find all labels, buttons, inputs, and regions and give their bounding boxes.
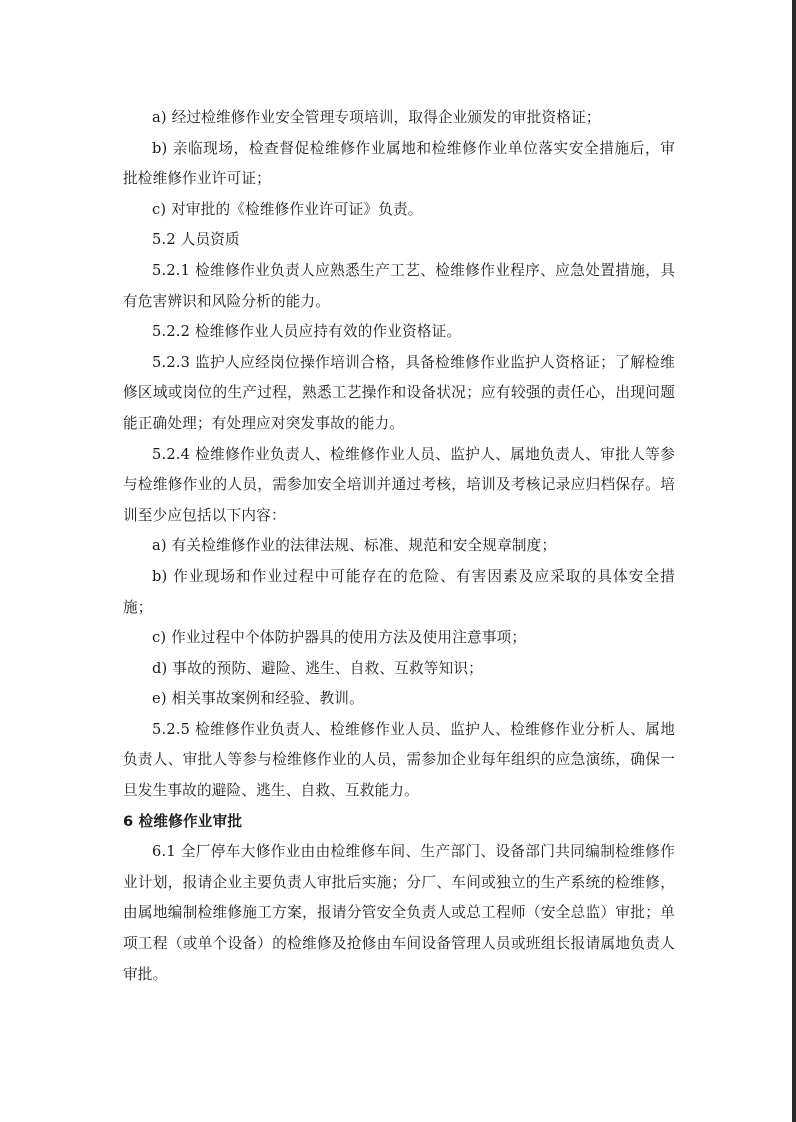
- training-item-d: d) 事故的预防、避险、逃生、自救、互救等知识；: [152, 659, 483, 677]
- training-item-c: c) 作业过程中个体防护器具的使用方法及使用注意事项；: [152, 629, 527, 647]
- training-item-e: e) 相关事故案例和经验、教训。: [152, 690, 364, 708]
- clause-5-2-1: 5.2.1 检维修作业负责人应熟悉生产工艺、检维修作业程序、应急处置措施，具有危害辨识和风险分析的能力。: [123, 261, 675, 310]
- clause-5-2-5: 5.2.5 检维修作业负责人、检维修作业人员、监护人、检维修作业分析人、属地负责人、审批人等参与检维修作业的人员，需参加企业每年组织的应急演练，确保一旦发生事故的避险、逃生、自救、互救能力。: [123, 720, 675, 800]
- clause-5-2-3: 5.2.3 监护人应经岗位操作培训合格，具备检维修作业监护人资格证；了解检维修区域或岗位的生产过程，熟悉工艺操作和设备状况；应有较强的责任心，出现问题能正确处理；有处理应对突发事故的能力。: [123, 353, 675, 432]
- section-6-heading: 6 检维修作业审批: [123, 812, 243, 830]
- item-a-training: a) 经过检维修作业安全管理专项培训，取得企业颁发的审批资格证；: [152, 109, 601, 126]
- clause-5-2-2: 5.2.2 检维修作业人员应持有效的作业资格证。: [152, 323, 462, 341]
- item-c-responsibility: c) 对审批的《检维修作业许可证》负责。: [152, 200, 423, 218]
- document-page: [123, 103, 675, 990]
- page-edge-divider: [792, 0, 796, 1122]
- clause-5-2-4: 5.2.4 检维修作业负责人、检维修作业人员、监护人、属地负责人、审批人等参与检维修作业的人员，需参加安全培训并通过考核，培训及考核记录应归档保存。培训至少应包括以下内容：: [123, 445, 675, 524]
- clause-6-1: 6.1 全厂停车大修作业由由检维修车间、生产部门、设备部门共同编制检维修作业计划，报请企业主要负责人审批后实施；分厂、车间或独立的生产系统的检维修，由属地编制检维修施工方案，报请分管安全负责人或总工程师（安全总监）审批；单项工程（或单个设备）的检维修及抢修由车间设备管理人员或班组长报请属地负责人审批。: [123, 843, 675, 983]
- section-5-2-title: 5.2 人员资质: [152, 231, 240, 249]
- training-item-b: b) 作业现场和作业过程中可能存在的危险、有害因素及应采取的具体安全措施；: [123, 567, 675, 616]
- training-item-a: a) 有关检维修作业的法律法规、标准、规范和安全规章制度；: [152, 537, 557, 555]
- item-b-site-inspection: b) 亲临现场，检查督促检维修作业属地和检维修作业单位落实安全措施后，审批检维修作业许可证；: [123, 139, 675, 188]
